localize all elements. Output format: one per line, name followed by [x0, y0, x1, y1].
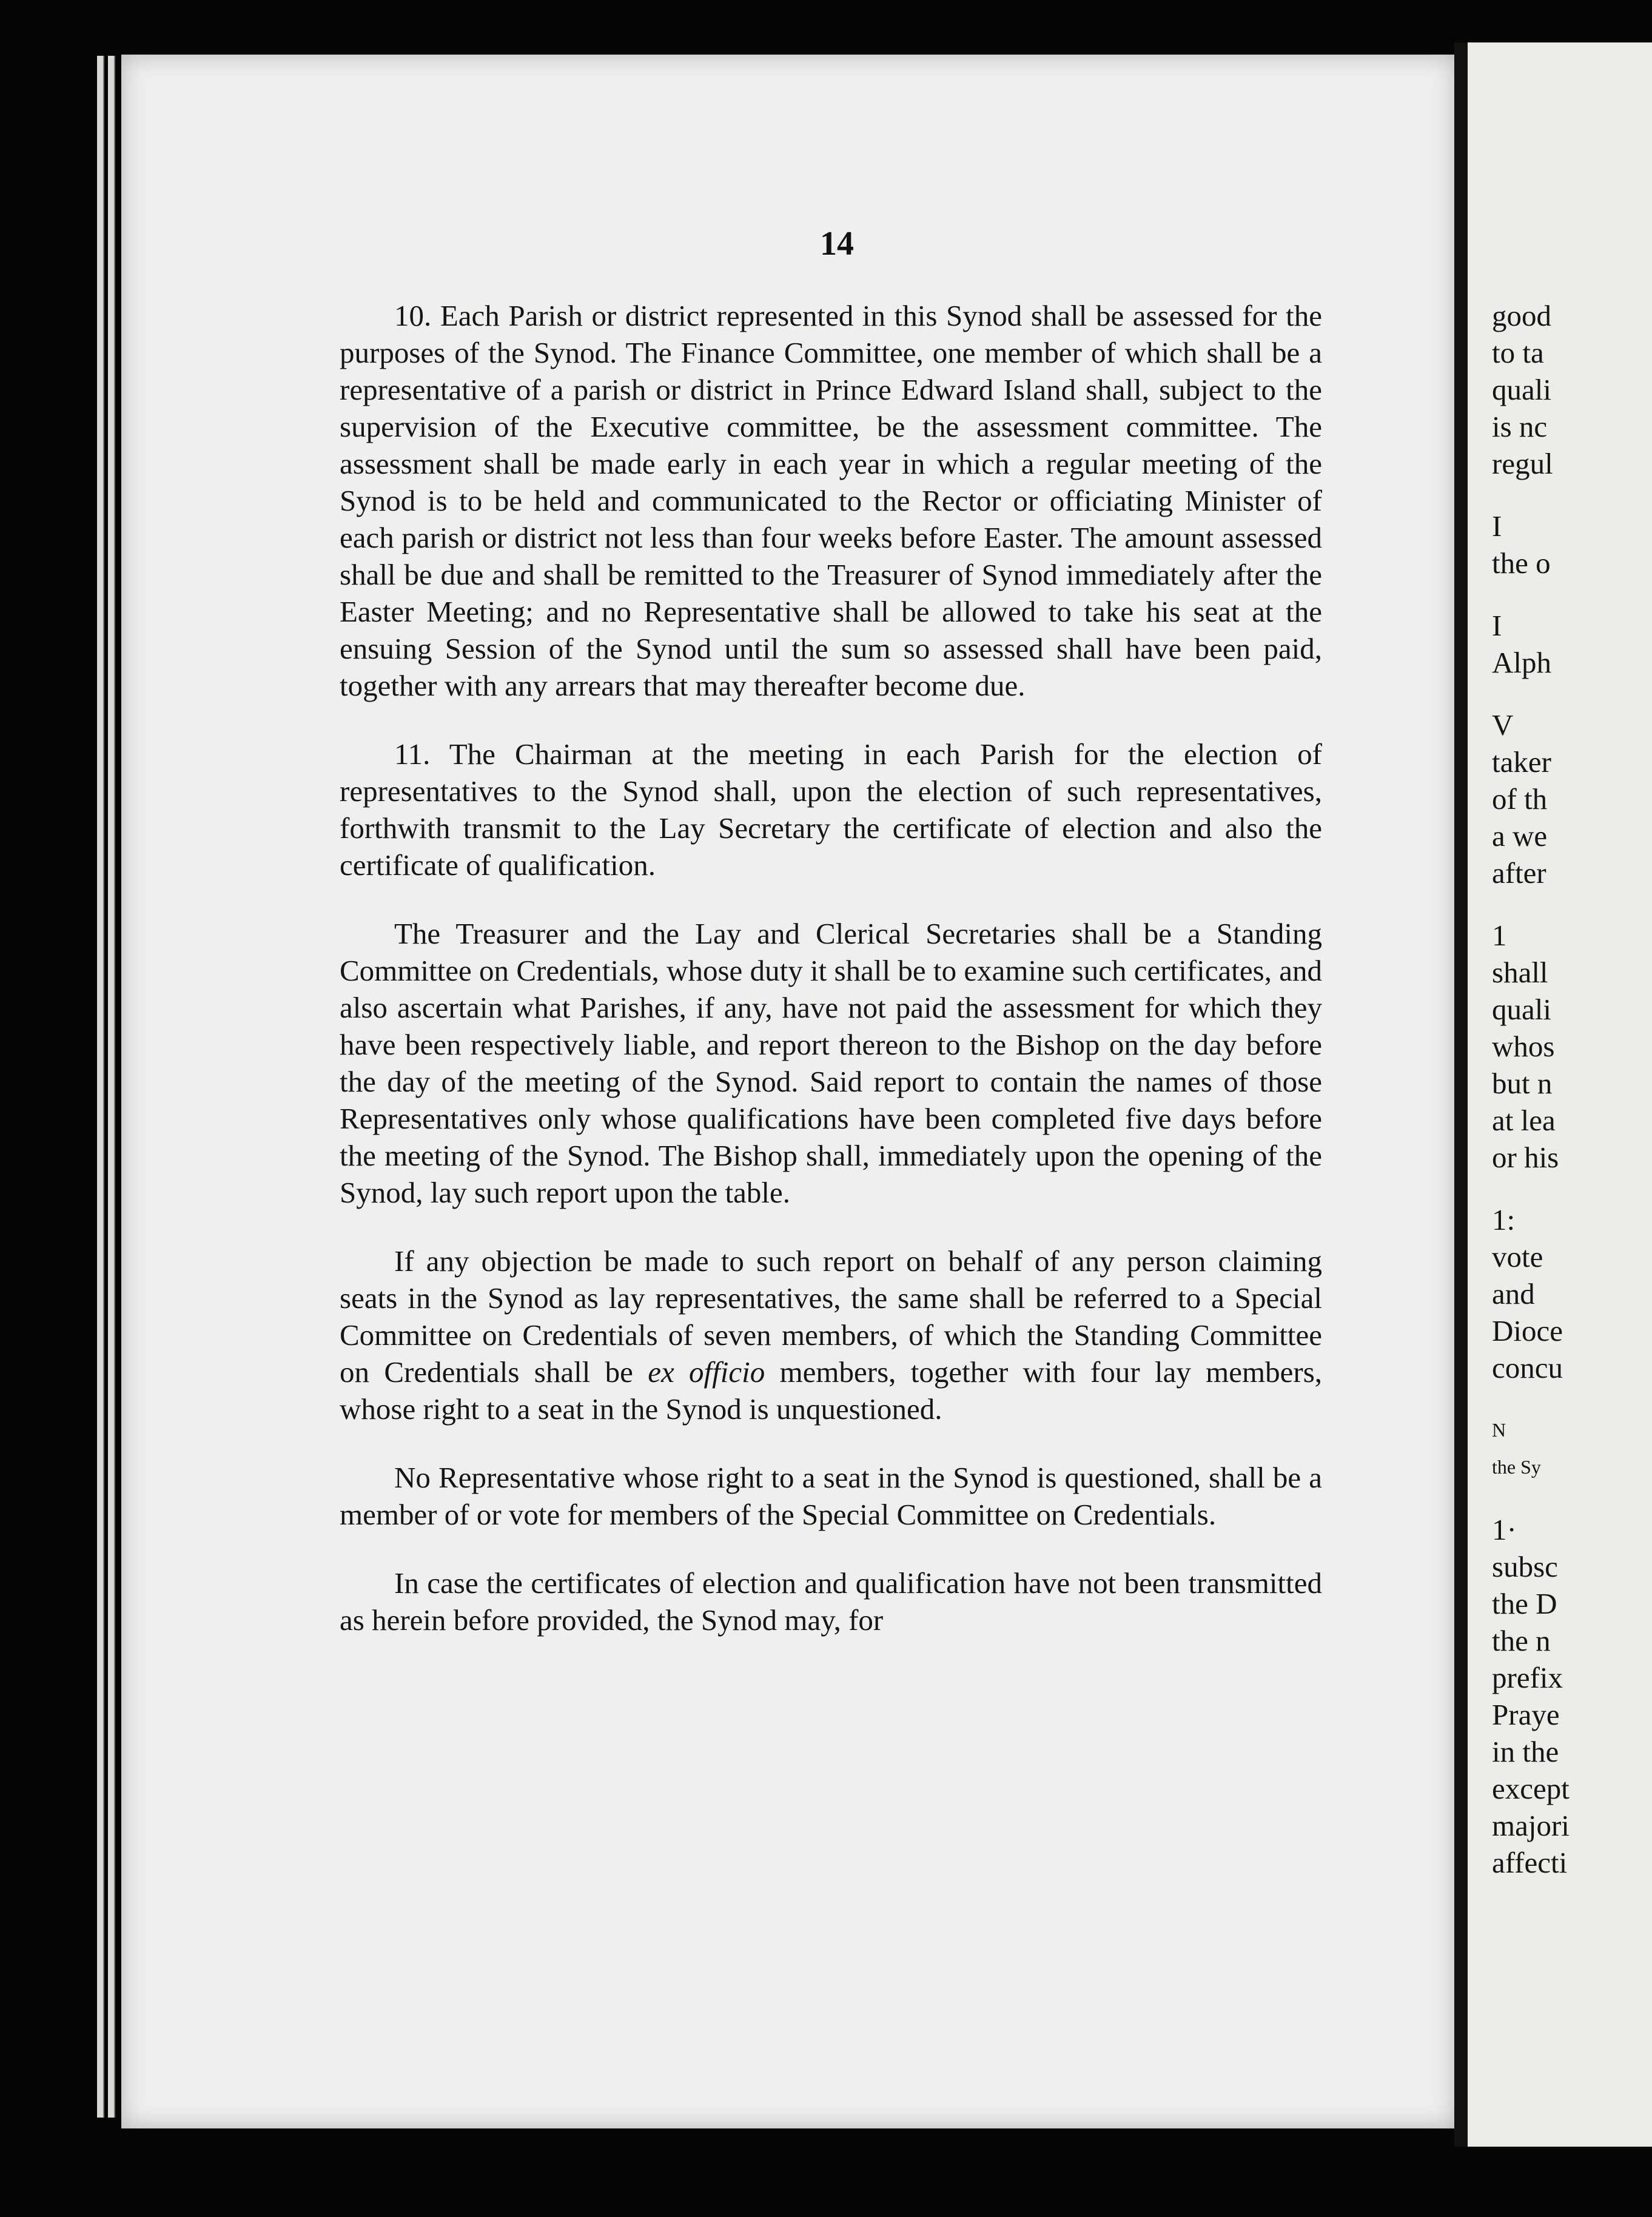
text-fragment: the D — [1492, 1587, 1557, 1620]
text-fragment: 1: — [1492, 1203, 1516, 1236]
line-gap — [1492, 1486, 1652, 1511]
text-fragment: subsc — [1492, 1550, 1558, 1583]
text-fragment: is nc — [1492, 410, 1548, 443]
paragraph-text: members, together with four lay members, whose right to a seat in the Synod is unquestioned. — [340, 1355, 1323, 1426]
text-fragment: to ta — [1492, 336, 1544, 369]
line-gap — [1492, 1176, 1652, 1201]
text-fragment: at lea — [1492, 1104, 1556, 1137]
paragraph: 11. The Chairman at the meeting in each Parish for the election of representatives to the Synod shall, upon the election of such representatives, forthwith transmit to the Lay Secretary the certificate of election and also the certificate of qualification. — [340, 737, 1322, 882]
text-fragment: taker — [1492, 745, 1551, 779]
text-fragment: the n — [1492, 1624, 1551, 1657]
text-fragment: whos — [1492, 1030, 1555, 1063]
text-fragment: the Sy — [1492, 1456, 1541, 1478]
text-fragment: of th — [1492, 782, 1548, 816]
left-page-text — [340, 297, 1322, 1670]
text-fragment: Dioce — [1492, 1314, 1563, 1347]
text-fragment: V — [1492, 708, 1514, 742]
text-fragment: prefix — [1492, 1661, 1563, 1694]
text-fragment: good — [1492, 299, 1551, 332]
text-fragment: but n — [1492, 1067, 1553, 1100]
paragraph: In case the certificates of election and qualification have not been transmitted as herein before provided, the Synod may, for — [340, 1566, 1322, 1637]
text-fragment: 1 — [1492, 919, 1507, 952]
line-gap — [1492, 891, 1652, 917]
text-fragment: after — [1492, 856, 1546, 890]
line-gap — [1492, 482, 1652, 508]
text-fragment: N — [1492, 1419, 1506, 1441]
paragraph — [340, 1243, 1322, 1427]
paragraph: 10. Each Parish or district represented in this Synod shall be assessed for the purposes of the Synod. The Finance Committee, one member of which shall be a representative of a parish or district in Prince Edward Island shall, subject to the supervision of the Executive committee, be the assessment committee. The assessment shall be made early in each year in which a regular meeting of the Synod is to be held and communicated to the Rector or officiating Minister of each parish or district not less than four weeks before Easter. The amount assessed shall be due and shall be remitted to the Treasurer of Synod immediately after the Easter Meeting; and no Representative shall be allowed to take his seat at the ensuing Session of the Synod until the sum so assessed shall have been paid, together with any arrears that may thereafter become due. — [340, 299, 1322, 702]
text-fragment: in the — [1492, 1735, 1559, 1768]
line-gap — [1492, 1386, 1652, 1412]
paragraph-text: If any objection be made to such report on behalf of any person claiming seats in the Synod as lay representatives, the same shall be referred to a Special Committee on Credentials of seven members, of which the Standing Committee on Credentials shall be — [340, 1244, 1322, 1389]
text-fragment: shall — [1492, 956, 1548, 989]
text-fragment: majori — [1492, 1809, 1570, 1842]
text-fragment: Alph — [1492, 646, 1551, 679]
line-gap — [1492, 681, 1652, 706]
text-fragment: and — [1492, 1277, 1535, 1310]
italic-phrase: ex officio — [648, 1355, 765, 1389]
page-number: 14 — [820, 225, 854, 263]
text-fragment: a we — [1492, 819, 1548, 853]
text-fragment: I — [1492, 509, 1502, 543]
line-gap — [1492, 582, 1652, 607]
page-edge — [108, 56, 115, 2118]
text-fragment: quali — [1492, 993, 1551, 1026]
book-gutter — [1454, 42, 1469, 2147]
text-fragment: or his — [1492, 1141, 1559, 1174]
text-fragment: the o — [1492, 546, 1551, 580]
text-fragment: quali — [1492, 373, 1551, 406]
paragraph: No Representative whose right to a seat in the Synod is questioned, shall be a member of or vote for members of the Special Committee on Credentials. — [340, 1461, 1322, 1531]
text-fragment: affecti — [1492, 1846, 1568, 1879]
text-fragment: Praye — [1492, 1698, 1560, 1731]
text-fragment: I — [1492, 609, 1502, 642]
text-fragment: vote — [1492, 1240, 1543, 1273]
paragraph: The Treasurer and the Lay and Clerical Secretaries shall be a Standing Committee on Credentials, whose duty it shall be to examine such certificates, and also ascertain what Parishes, if any, have not paid the assessment for which they have been respectively liable, and report thereon to the Bishop on the day before the day of the meeting of the Synod. Said report to contain the names of those Representatives only whose qualifications have been completed five days before the meeting of the Synod. The Bishop shall, immediately upon the opening of the Synod, lay such report upon the table. — [340, 917, 1322, 1209]
text-fragment: regul — [1492, 447, 1553, 480]
page-edge — [97, 56, 104, 2118]
right-page-text-fragments — [1492, 297, 1652, 1881]
text-fragment: except — [1492, 1772, 1570, 1805]
text-fragment: 1· — [1492, 1513, 1517, 1546]
text-fragment: concu — [1492, 1351, 1563, 1384]
